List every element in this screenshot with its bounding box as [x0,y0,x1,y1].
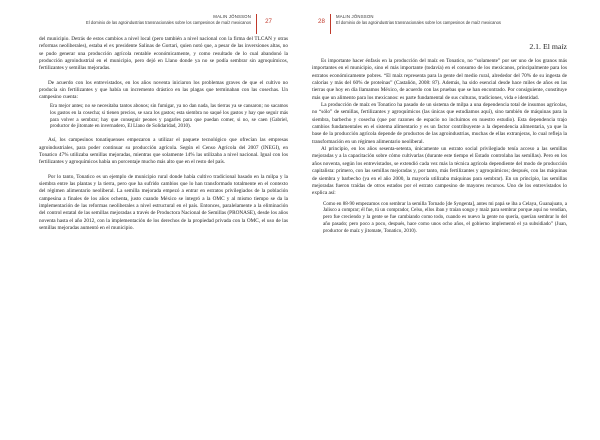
left-running-head-text [86,14,251,25]
paragraph: Al principio, en los años sesenta-setenta, únicamente un estrato social privilegiado tenía acceso a las semillas mejoradas y a la capacitación sobre cómo cultivarlas (durante este tiempo el Estado controlaba las semillas). Pero en los años noventa, según los entrevistados, se extendió cada vez más la técnica agrícola dependiente del modo de producción capitalista: primero, con las semillas mejoradas y, por tanto, más fertilizantes y agroquímicos; después, con las máquinas de siembra y barbecho (ya en el año 2000, la mayoría utilizaba máquinas para sembrar). En un principio, las semillas mejoradas fueron traídas de otros estados por el estrato campesino de mayores recursos. Uno de los entrevistados lo explica así: [312,146,567,197]
left-page-number: 27 [265,18,272,25]
right-header-rule [330,14,331,34]
paragraph: La producción de maíz en Tonatico ha pasado de un sistema de milpa a una dependencia total de insumos agrícolas, no “sólo” de semillas, fertilizantes y agroquímicos (las únicas que estudiamos aquí), sino también de máquinas para la siembra, barbecho y cosecha (que por razones de espacio no incluimos en nuestro estudio). Esta dependencia trajo cambios fundamentales en el sistema alimentario y es un factor contribuyente a la dependencia alimentaria, ya que la base de la producción agrícola depende de productos de las agroindustrias, muchas de ellas extranjeras, lo cual refleja la transformación en un régimen alimentario neoliberal. [312,102,567,145]
interview-quote: Era mejor antes; no se necesitaba tantos abonos; sin fumigar, ya no dan nada, las tierras ya se cansaron; no sacamos los gastos en la cosecha; si tienen precios, se saca los gastos; esta siembra no saqué los gastos y hay que seguir más para volver a sembrar; hay que conseguir peones y pagarles para que puedan comer, si no, se caen (Gabriel, productor de jitomate en invernadero, El Llano de Solidaridad, 2010). [50,102,288,130]
paragraph: Así, los campesinos tonatiquenses empezaron a utilizar el paquete tecnológico que ofrecían las empresas agroindustriales, para poder continuar su producción agrícola. Según el Censo Agrícola del 2007 (INEGI), en Tonatico 47% utilizaba semillas mejoradas, mientras que solamente 14% las utilizaba a nivel nacional. Igual con los fertilizantes y agroquímicos había un porcentaje mucho más alto que en el resto del país. [39,137,288,166]
right-author: MALIN JÖNSSON [336,14,374,19]
paragraph: del municipio. Detrás de estos cambios a nivel local (pero también a nivel nacional con la firma del TLCAN y otras reformas neoliberales), estaba el ex presidente Salinas de Gortari, quien notó que, a pesar de las inversiones altas, no se pudo generar una producción agrícola rentable económicamente, y como resultado de lo cual abandonó la producción agroindustrial en el municipio, pero dejó en Llano donde ya no se podía sembrar sin agroquímicos, fertilizantes y semillas mejoradas. [39,36,288,72]
right-page-number: 28 [318,18,325,25]
left-author: MALIN JÖNSSON [213,14,251,19]
right-book-subtitle: El dominio de las agroindustrias transnacionales sobre los campesinos de maíz mexicanos [336,20,501,25]
paragraph: De acuerdo con los entrevistados, en los años noventa iniciaron los problemas graves de que el cultivo no producía sin fertilizantes y que había un incremento drástico en las plagas que terminaban con las cosechas. Un campesino cuenta: [39,79,288,101]
left-running-head [39,14,288,36]
right-page [300,0,600,440]
right-running-head [312,14,567,36]
left-header-rule [256,14,257,34]
paragraph: Es importante hacer énfasis en la producción del maíz en Tonatico, no “solamente” por ser uno de los granos más importantes en el municipio, sino el más importante (todavía) en el consumo de los mexicanos, principalmente para los estratos económicamente pobres. “El maíz representa para la gente del medio rural, alrededor del 70% de su ingesta de calorías y más del 60% de proteínas” (Castañón, 2008: 87). Además, ha sido esencial desde hace miles de años en las tierras que hoy en día llamamos México, de acuerdo con las pruebas que se han encontrado. Por consiguiente, constituye más que un alimento para los mexicanos: es parte fundamental de sus culturas, tradiciones, vida e identidad. [312,58,567,101]
left-body-text [39,36,288,233]
right-body-text [312,58,567,235]
interview-quote: Como en 88-90 empezamos con sembrar la semilla Tornado [de Syngenta], antes mi papá se iba a Celaya, Guanajuato, a Jalisco a comprar; él fue, tú un comprador, Celso, ellos iban y traían songo y maíz para sembrar porque aquí no vendían, pero fue creciendo y la gente se fue cambiando como todo, cuando es nuevo la gente no quería, querían sembrar lo del año pasado; pero poco a poco, después, hace como unos ocho años, el gobierno implementó el ya subsidiado” (Juan, productor de maíz y jitomate, Tonatico, 2010). [323,200,567,235]
section-title: 2.1. El maíz [529,42,567,51]
right-running-head-text [336,14,501,25]
paragraph: Por lo tanto, Tonatico es un ejemplo de municipio rural donde había cultivo tradicional basado en la milpa y la siembra entre las plantas y la tierra, pero que ha sufrido cambios que lo han transformado totalmente en el contexto del régimen alimentario neoliberal. La semilla mejorada empezó a entrar en estratos privilegiados de la población campesina a finales de los años ochenta, justo cuando México se integró a la OMC y al mismo tiempo se da la implementación de las reformas neoliberales a nivel estructural en el país. Entonces, paralelamente a la eliminación del control estatal de las semillas mejoradas a través de Productora Nacional de Semillas (PRONASE), desde los años noventa hasta el año 2012, con la implementación de los derechos de la propiedad privada con la OMC, el uso de las semillas mejoradas aumentó en el municipio. [39,173,288,232]
left-book-subtitle: El dominio de las agroindustrias transnacionales sobre los campesinos de maíz mexicanos [86,20,251,25]
